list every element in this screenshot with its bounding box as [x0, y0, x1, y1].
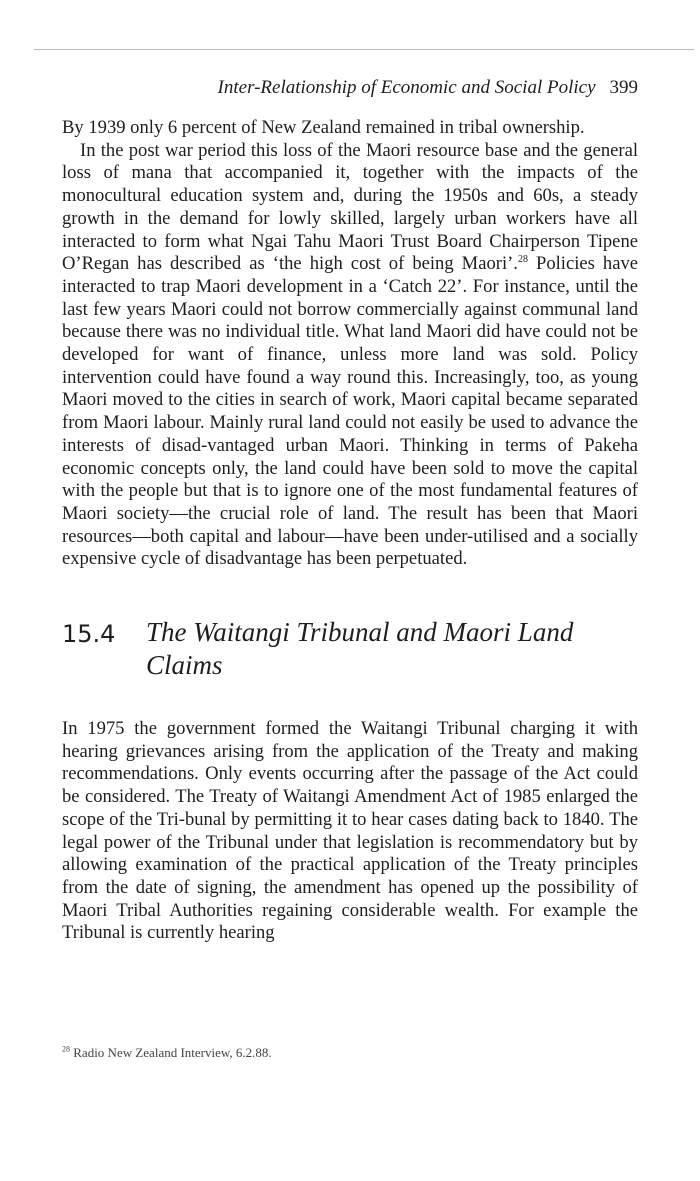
paragraph-3: In 1975 the government formed the Waitangi Tribunal charging it with hearing grievances arising from the application of the Treaty and making recommendations. Only events occurring after the passage of the Act could be considered. The Treaty of Waitangi Amendment Act of 1985 enlarged the scope of the Tri-bunal by permitting it to hear cases dating back to 1840. The legal power of the Tribunal under that legislation is recommendatory but by allowing examination of the practical application of the Treaty principles from the date of signing, the amendment has opened up the possibility of Maori Tribal Authorities regaining considerable wealth. For example the Tribunal is currently hearing: [62, 718, 638, 944]
paragraph-1: By 1939 only 6 percent of New Zealand remained in tribal ownership.: [62, 117, 585, 138]
running-head: [62, 77, 638, 99]
footnote-text: Radio New Zealand Interview, 6.2.88.: [73, 1045, 272, 1060]
section-heading: [62, 616, 638, 682]
page-number: 399: [609, 77, 638, 98]
running-title: Inter-Relationship of Economic and Social Policy: [217, 77, 596, 98]
body-text-upper: [62, 117, 638, 571]
top-rule: [34, 49, 694, 50]
footnote-reference[interactable]: 28: [517, 254, 528, 266]
paragraph-2-part-2: Policies have interacted to trap Maori development in a ‘Catch 22’. For instance, until the last few years Maori could not borrow commercially against communal land because there was no individual title. What land Maori did have could not be developed for want of finance, unless more land was sold. Policy intervention could have found a way round this. Increasingly, too, as young Maori moved to the cities in search of work, Maori capital became separated from Maori labour. Mainly rural land could not easily be used to advance the interests of disad-vantaged urban Maori. Thinking in terms of Pakeha economic concepts only, the land could have been sold to move the capital with the people but that is to ignore one of the most fundamental features of Maori society—the crucial role of land. The result has been that Maori resources—both capital and labour—have been under-utilised and a socially expensive cycle of disadvantage has been perpetuated.: [62, 253, 638, 570]
body-text-lower: [62, 718, 638, 945]
section-number: 15.4: [62, 620, 116, 648]
footnote-mark: 28: [62, 1044, 70, 1054]
paragraph-2-part-1: In the post war period this loss of the Maori resource base and the general loss of mana that accompanied it, together with the impacts of the monocultural education system and, during the 1950s and 60s, a steady growth in the demand for lowly skilled, largely urban workers have all interacted to form what Ngai Tahu Maori Trust Board Chairperson Tipene O’Regan has described as ‘the high cost of being Maori’.: [62, 139, 638, 275]
footnote: [62, 1045, 638, 1061]
section-title: The Waitangi Tribunal and Maori Land Claims: [146, 617, 574, 680]
paragraph-2: [62, 140, 638, 571]
